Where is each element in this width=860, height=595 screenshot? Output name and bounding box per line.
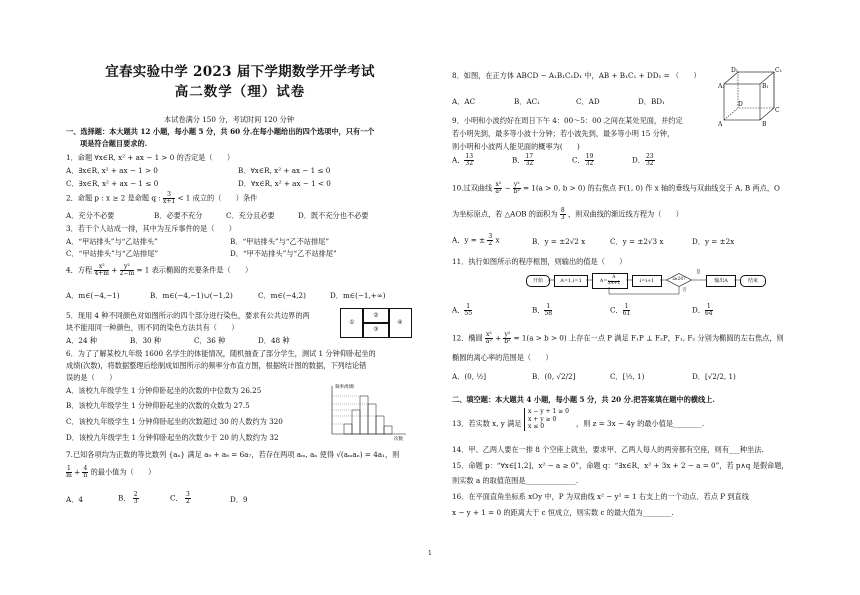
q2-stem — [66, 192, 257, 205]
q7-frac-1 — [66, 466, 72, 479]
q13-stem-b: ，则 z = 3x − 4y 的最小值是________. — [576, 419, 705, 428]
q6-option-a: A．该校九年级学生 1 分钟仰卧起坐的次数的中位数为 26.25 — [66, 386, 262, 395]
q6-option-b: B．该校九年级学生 1 分钟仰卧起坐的次数的众数为 27.5 — [66, 401, 250, 410]
q15-line-2: 则实数 a 的取值范围是______________. — [452, 476, 579, 485]
q11-option-d: D． $\frac{1}{64}$ — [692, 303, 713, 317]
q11-option-a: A． $\frac{1}{55}$ — [452, 303, 473, 317]
q9-d-num: 23 — [645, 153, 654, 160]
q10-option-d: D．y = ±2x — [692, 237, 735, 246]
q9-a-frac — [464, 154, 474, 167]
exam-subtitle: 高二数学（理）试卷 — [174, 84, 306, 100]
q8-option-c: C．AD — [576, 97, 600, 106]
q12-frac1-den: a² — [485, 338, 492, 345]
q1-option-b: B．∀x∈R, x² + ax − 1 ≤ 0 — [238, 166, 331, 175]
q11-flowchart — [526, 270, 770, 297]
section2-header: 二、填空题：本大题共 4 小题，每小题 5 分，共 20 分.把答案填在题中的横线上. — [452, 395, 715, 404]
q7-tail: 的最小值为（ ） — [90, 467, 156, 477]
q11-b-frac — [544, 304, 552, 317]
q12-line-1-a: 12．椭圆 — [452, 333, 483, 343]
histogram-bar — [384, 426, 392, 434]
q5-line-2: 块不能用同一种颜色，则不同的染色方法共有（ ） — [66, 323, 239, 332]
flow-init: A=1,i=1 — [554, 275, 588, 287]
q1-option-d: D．∀x∈R, x² + ax − 1 < 0 — [238, 179, 331, 188]
q11-option-c: C． $\frac{1}{61}$ — [610, 303, 631, 317]
flow-assign-label: A= — [599, 277, 608, 284]
q10-line-1-b: = 1(a > 0, b > 0) 的右焦点 F(1, 0) 作 x 轴的垂线与双曲线交于 A, B 两点，O — [523, 183, 780, 193]
q9-option-d: D． $\frac{23}{32}$ — [632, 153, 654, 167]
q7-line-2 — [66, 466, 155, 479]
region-2: ② — [362, 308, 390, 324]
q9-line-2: 若小明先到，最多等小波十分钟；若小波先到，最多等小明 15 分钟， — [452, 129, 675, 138]
q1-stem: 1．命题 ∀x∈R, x² + ax − 1 > 0 的否定是（ ） — [66, 153, 235, 162]
q2-option-b: B．必要不充分 — [154, 211, 203, 220]
region-1: ① — [340, 308, 364, 338]
q7-frac-2 — [82, 466, 88, 479]
q7-option-c-frac — [185, 492, 191, 505]
q4-option-a: A．m∈(−4,−1) — [66, 291, 120, 300]
q4-frac2-den: 2−m — [119, 270, 135, 277]
q11-b-num: 1 — [546, 303, 551, 310]
section1-header: 一、选择题：本大题共 12 小题，每小题 5 分，共 60 分.在每小题给出的四个选项中，只有一个 — [66, 127, 375, 136]
q9-option-a: A． $\frac{13}{32}$ — [452, 153, 474, 167]
histogram-bars — [344, 396, 392, 434]
q10-frac3-num: 8 — [560, 207, 565, 214]
q13-constraint-3: x ≤ 0 — [528, 423, 545, 430]
q10-line-1 — [452, 182, 780, 195]
q5-option-c: C．36 种 — [194, 336, 226, 345]
q9-line-3: 则小明和小波两人能见面的概率为( ) — [452, 142, 580, 151]
q7-option-c-den: 2 — [185, 498, 190, 505]
q9-a-num: 13 — [465, 153, 474, 160]
q4-plus: + — [111, 265, 118, 275]
q12-frac1-num: x² — [486, 331, 492, 338]
region-3: ③ — [362, 322, 390, 338]
q2-frac-num: 3 — [163, 192, 175, 199]
q10-frac-3 — [560, 208, 566, 221]
q10-option-b: B．y = ±2√2 x — [532, 237, 586, 246]
q7-option-b-den: 3 — [133, 498, 138, 505]
cube-edge — [724, 108, 738, 120]
q7-option-c-label: C． — [170, 493, 183, 503]
flow-start: 开始 — [526, 275, 550, 287]
q3-option-d: D．“甲不站排头”与“乙不站排尾” — [230, 249, 337, 258]
q4-option-d: D．m∈(−1,+∞) — [330, 291, 386, 300]
q5-line-1: 5．现用 4 种不同颜色对如图所示的四个部分进行染色，要求有公共边界的两 — [66, 311, 310, 320]
histogram-ylabel: 频率/组距 — [335, 385, 355, 390]
q8-option-d: D．BD₁ — [638, 97, 665, 106]
histogram-bar — [344, 424, 352, 434]
flow-end: 结束 — [740, 275, 766, 287]
q10-line-2 — [452, 208, 683, 221]
q12-option-b: B．(0, √2/2] — [532, 372, 576, 381]
q10-option-a — [452, 234, 500, 247]
q9-option-c: C． $\frac{19}{32}$ — [572, 153, 594, 167]
q7-plus: + — [74, 467, 81, 477]
flow-output: 输出A — [706, 275, 736, 287]
q11-option-b: B． $\frac{1}{58}$ — [532, 303, 553, 317]
q11-a-num: 1 — [466, 303, 471, 310]
page-number: 1 — [428, 550, 432, 557]
q10-option-a-tail: x — [495, 235, 500, 245]
q2-stem-a: 2．命题 p : x ≥ 2 是命题 q : — [66, 193, 161, 203]
q9-c-frac — [585, 154, 595, 167]
q4-frac1-den: 4+m — [94, 270, 109, 277]
q11-c-frac — [623, 304, 631, 317]
q11-d-den: 64 — [704, 310, 713, 317]
q11-c-den: 61 — [622, 310, 631, 317]
q10-option-a-den: 2 — [488, 240, 493, 247]
flow-assign-num: A — [608, 276, 621, 282]
q7-option-a: A．4 — [66, 495, 83, 504]
q10-line-2-b: ，则双曲线的渐近线方程为（ ） — [567, 209, 683, 219]
q10-line-1-a: 10.过双曲线 — [452, 183, 493, 193]
q6-histogram — [322, 380, 410, 442]
q12-plus: + — [495, 333, 502, 343]
flow-assign-den: 3A+1 — [607, 280, 621, 286]
q2-fraction — [163, 192, 175, 205]
q16-line-2: x − y + 1 = 0 的距离大于 c 恒成立，则实数 c 的最大值为________. — [452, 508, 674, 517]
q3-option-a: A．“甲站排头”与“乙站排头” — [66, 237, 158, 246]
q6-line-2: 成绩(次数)，将数据整理后绘制成如图所示的频率分布直方图，根据统计图的数据，下列结论错 — [66, 361, 367, 370]
flow-loop-arrow — [609, 287, 679, 294]
q6-line-3: 误的是（ ） — [66, 373, 117, 382]
q9-a-den: 32 — [465, 160, 474, 167]
q7-option-c — [170, 492, 191, 505]
q9-b-den: 32 — [525, 160, 534, 167]
q7-option-b-frac — [133, 492, 139, 505]
q4-frac1-num: x² — [94, 264, 109, 271]
q12-frac2-num: y² — [504, 331, 511, 338]
flow-increment: i=i+1 — [632, 275, 662, 287]
label-c: C — [775, 107, 780, 114]
q9-option-b: B． $\frac{17}{32}$ — [512, 153, 534, 167]
q15-line-1: 15．命题 p：“∀x∈[1,2]，x² − a ≥ 0”，命题 q：“∃x∈R，x² + 3x + 2 − a = 0”，若 p∧q 是假命题， — [452, 461, 789, 470]
q7-option-b-label: B． — [118, 493, 131, 503]
q4-stem — [66, 264, 252, 277]
q9-b-num: 17 — [525, 153, 534, 160]
exam-info: 本试卷满分 150 分，考试时间 120 分钟 — [164, 115, 295, 124]
q4-stem-b: = 1 表示椭圆的充要条件是（ ） — [136, 265, 253, 275]
q7-line-1: 7.已知各项均为正数的等比数列 {aₙ} 满足 a₉ + a₈ = 6a₇，若存在两项 aₘ, aₙ 使得 √(aₘaₙ) = 4a₁，则 — [66, 450, 400, 459]
q8-option-a: A．AC — [452, 97, 476, 106]
label-b: B — [762, 121, 767, 128]
cube-edge — [760, 108, 774, 120]
q7-option-c-num: 3 — [185, 491, 190, 498]
q7-option-b-num: 2 — [133, 491, 138, 498]
flow-yes: 是 — [696, 270, 701, 275]
q8-stem: 8．如图，在正方体 ABCD − A₁B₁C₁D₁ 中，AB + B₁C₁ + DD₁ = （ ） — [452, 71, 701, 80]
q4-stem-a: 4．方程 — [66, 265, 93, 275]
q7-option-b — [118, 492, 139, 505]
histogram-bar — [376, 416, 384, 434]
q12-line-1-b: = 1(a > b > 0) 上存在一点 P 满足 F₁P ⊥ F₂P，F₁, F₂ 分别为椭圆的左右焦点，则 — [513, 333, 784, 343]
q16-line-1: 16．在平面直角坐标系 xOy 中，P 为双曲线 x² − y² = 1 右支上的一个动点．若点 P 到直线 — [452, 492, 749, 501]
q4-option-b: B．m∈(−4,−1)∪(−1,2) — [150, 291, 233, 300]
label-d1: D₁ — [731, 67, 739, 74]
q1-option-a: A．∃x∈R, x² + ax − 1 > 0 — [66, 166, 158, 175]
q10-line-2-a: 为坐标原点，若 △AOB 的面积为 — [452, 209, 558, 219]
q3-stem: 3．若干个人站成一排，其中为互斥事件的是（ ） — [66, 224, 236, 233]
label-c1: C₁ — [775, 67, 782, 74]
q5-option-d: D．48 种 — [258, 336, 290, 345]
q11-a-den: 55 — [464, 310, 473, 317]
q12-line-1 — [452, 332, 784, 345]
cube-edges — [724, 72, 774, 120]
q3-option-b: B．“甲站排头”与“乙不站排尾” — [230, 237, 330, 246]
q8-option-b: B．AC₁ — [514, 97, 541, 106]
q2-option-a: A．充分不必要 — [66, 211, 115, 220]
q14-stem: 14．甲、乙两人要在一排 8 个空座上就坐，要求甲、乙两人每人的两旁都有空座，则有___种坐法. — [452, 445, 764, 454]
q12-frac-1 — [485, 332, 493, 345]
flow-arrows — [526, 270, 770, 297]
histogram-xlabel: 次数 — [394, 437, 403, 442]
q10-frac-1 — [494, 182, 502, 195]
q13-constraint-2: x + y ≥ 0 — [528, 415, 557, 423]
q10-frac1-den: a² — [495, 188, 502, 195]
q10-option-a-num: 3 — [488, 233, 493, 240]
q9-b-frac — [524, 154, 534, 167]
q9-c-den: 32 — [585, 160, 594, 167]
label-a1: A₁ — [718, 83, 725, 90]
q12-line-2: 椭圆的离心率的范围是（ ） — [452, 353, 553, 362]
q12-option-a: A．(0, ½] — [452, 372, 487, 381]
q2-option-d: D．既不充分也不必要 — [298, 211, 369, 220]
q6-option-c: C．该校九年级学生 1 分钟仰卧起坐的次数超过 30 的人数约为 320 — [66, 417, 283, 426]
q13-system — [524, 408, 569, 431]
q7-frac1-den: m — [66, 472, 72, 479]
histogram-bar — [360, 396, 368, 434]
q12-option-d: D．[√2/2, 1) — [692, 372, 736, 381]
q1-option-c: C．∃x∈R, x² + ax − 1 ≤ 0 — [66, 179, 159, 188]
q10-frac-2 — [513, 182, 521, 195]
q5-coloring-figure — [340, 308, 410, 336]
label-a: A — [718, 121, 723, 128]
label-d: D — [738, 101, 743, 108]
q2-stem-b: < 1 成立的（ ）条件 — [177, 193, 258, 203]
q2-option-c: C．充分且必要 — [226, 211, 275, 220]
q4-frac-2 — [120, 264, 135, 277]
cube-back-face — [738, 72, 774, 108]
q7-option-d: D．9 — [230, 495, 248, 504]
q8-cube-figure — [718, 66, 784, 132]
q5-option-b: B．30 种 — [130, 336, 162, 345]
flow-condition-label: i≥20? — [672, 276, 686, 282]
q10-frac2-den: b² — [513, 188, 520, 195]
q5-option-a: A．24 种 — [66, 336, 97, 345]
label-b1: B₁ — [762, 83, 769, 90]
q7-frac2-num: 4 — [83, 465, 88, 472]
q9-line-1: 9．小明和小波约好在周日下午 4：00～5：00 之间在某处见面，并约定 — [452, 116, 683, 125]
q12-frac-2 — [503, 332, 511, 345]
region-4: ④ — [388, 308, 412, 338]
q10-option-a-frac — [487, 234, 493, 247]
q9-d-den: 32 — [645, 160, 654, 167]
q6-line-1: 6．为了了解某校九年级 1600 名学生的体能情况，随机抽查了部分学生，测试 1 分钟仰卧起坐的 — [66, 349, 376, 358]
q10-frac1-num: x² — [495, 181, 502, 188]
q10-frac2-num: y² — [513, 181, 520, 188]
q6-option-d: D．该校九年级学生 1 分钟仰卧起坐的次数少于 20 的人数约为 32 — [66, 433, 279, 442]
q12-option-c: C．[½, 1) — [610, 372, 645, 381]
q9-d-frac — [645, 154, 655, 167]
q13-constraint-1: x − y + 1 ≥ 0 — [528, 408, 569, 415]
q11-a-frac — [464, 304, 472, 317]
q4-frac-1 — [94, 264, 109, 277]
q11-d-num: 1 — [706, 303, 711, 310]
q7-frac2-den: n — [83, 472, 88, 479]
q11-d-frac — [705, 304, 713, 317]
q9-c-num: 19 — [585, 153, 594, 160]
q13-stem-a: 13．若实数 x, y 满足 — [452, 419, 522, 428]
q2-frac-den: x+1 — [162, 198, 176, 205]
exam-title: 宜春实验中学 2023 届下学期数学开学考试 — [105, 64, 375, 80]
histogram-bar — [368, 404, 376, 434]
q3-option-c: C．“甲站排头”与“乙站排尾” — [66, 249, 159, 258]
q4-option-c: C．m∈(−4,2) — [258, 291, 306, 300]
q7-frac1-num: 1 — [67, 465, 71, 472]
q10-frac3-den: 3 — [560, 214, 565, 221]
q10-option-c: C．y = ±2√3 x — [610, 237, 664, 246]
q11-b-den: 58 — [544, 310, 553, 317]
section1-header-2: 项是符合题目要求的. — [80, 139, 148, 148]
q10-option-a-label: A．y = ± — [452, 235, 486, 245]
q11-c-num: 1 — [624, 303, 629, 310]
q10-minus: − — [504, 183, 511, 193]
q4-frac2-num: y² — [120, 264, 135, 271]
flow-no: 否 — [682, 288, 687, 293]
histogram-bar — [352, 410, 360, 434]
cube-labels — [718, 67, 782, 128]
q12-frac2-den: b² — [504, 338, 511, 345]
q11-stem: 11．执行如图所示的程序框图，则输出的值是（ ） — [452, 257, 627, 266]
